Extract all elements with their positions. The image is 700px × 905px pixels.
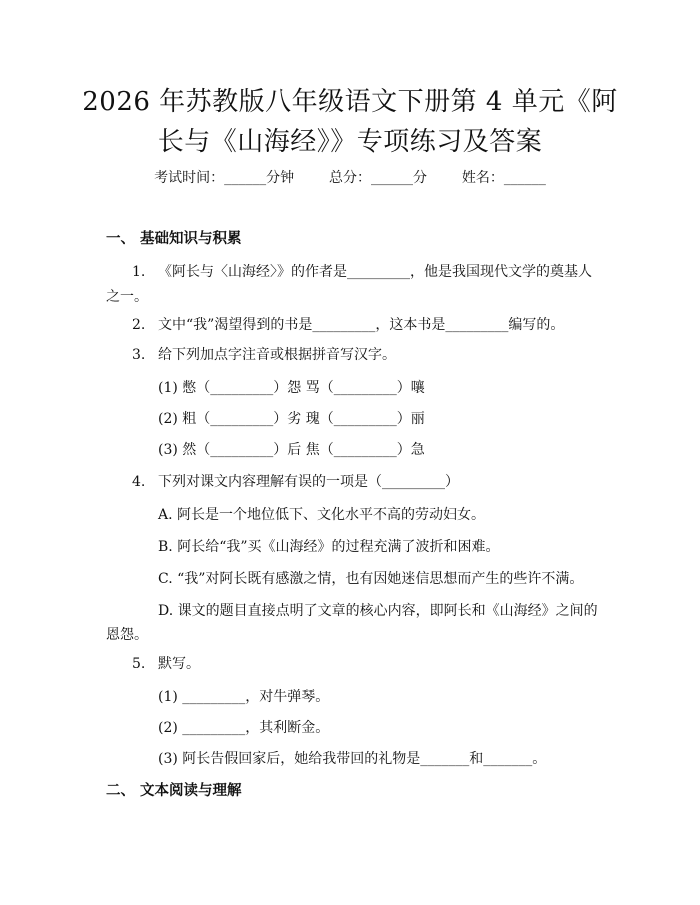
question-1-continuation: 之一。 [106,289,148,305]
question-4-option-a: A. 阿长是一个地位低下、文化水平不高的劳动妇女。 [158,507,486,523]
question-4 [132,472,459,492]
question-2 [132,315,564,335]
question-2-text: 文中“我”渴望得到的书是_________，这本书是_________编写的。 [158,317,565,333]
question-5 [132,654,200,674]
question-1-number: 1. [132,264,146,280]
question-3 [132,345,396,365]
section-1-title: 基础知识与积累 [140,230,242,247]
question-3-text: 给下列加点字注音或根据拼音写汉字。 [158,347,396,363]
question-3-item-1: (1) 憋（_________）怨 骂（_________）嚷 [158,380,425,396]
question-5-text: 默写。 [158,656,200,672]
section-2-heading [106,781,242,801]
question-4-option-b: B. 阿长给“我”买《山海经》的过程充满了波折和困难。 [158,539,500,555]
question-1-text: 《阿长与〈山海经〉》的作者是_________，他是我国现代文学的奠基人 [158,264,592,280]
section-2-title: 文本阅读与理解 [140,782,242,799]
question-4-option-d-continuation: 恩怨。 [106,627,148,643]
question-3-number: 3. [132,347,146,363]
section-1-number: 一、 [106,230,135,247]
exam-time-field: 考试时间：______分钟 [154,170,295,186]
total-score-field: 总分：______分 [329,170,427,186]
question-5-item-1: (1) _________，对牛弹琴。 [158,689,330,705]
question-4-option-d: D. 课文的题目直接点明了文章的核心内容，即阿长和《山海经》之间的 [158,603,598,619]
question-5-number: 5. [132,656,146,672]
exam-meta [0,168,700,188]
question-5-item-2: (2) _________，其利断金。 [158,720,330,736]
document-title [70,82,630,162]
question-3-item-2: (2) 粗（_________）劣 瑰（_________）丽 [158,411,425,427]
question-2-number: 2. [132,317,146,333]
section-1-heading [106,229,242,249]
question-3-item-3: (3) 然（_________）后 焦（_________）急 [158,442,425,458]
section-2-number: 二、 [106,782,135,799]
student-name-field: 姓名：______ [461,170,546,186]
title-line-2: 长与《山海经》》专项练习及答案 [157,127,543,157]
question-1 [132,262,592,282]
title-line-1: 2026 年苏教版八年级语文下册第 4 单元《阿 [82,87,618,117]
question-5-item-3: (3) 阿长告假回家后，她给我带回的礼物是_______和_______。 [158,751,547,767]
question-4-number: 4. [132,474,146,490]
question-4-text: 下列对课文内容理解有误的一项是（_________） [158,474,459,490]
question-4-option-c: C. “我”对阿长既有感激之情，也有因她迷信思想而产生的些许不满。 [158,571,584,587]
